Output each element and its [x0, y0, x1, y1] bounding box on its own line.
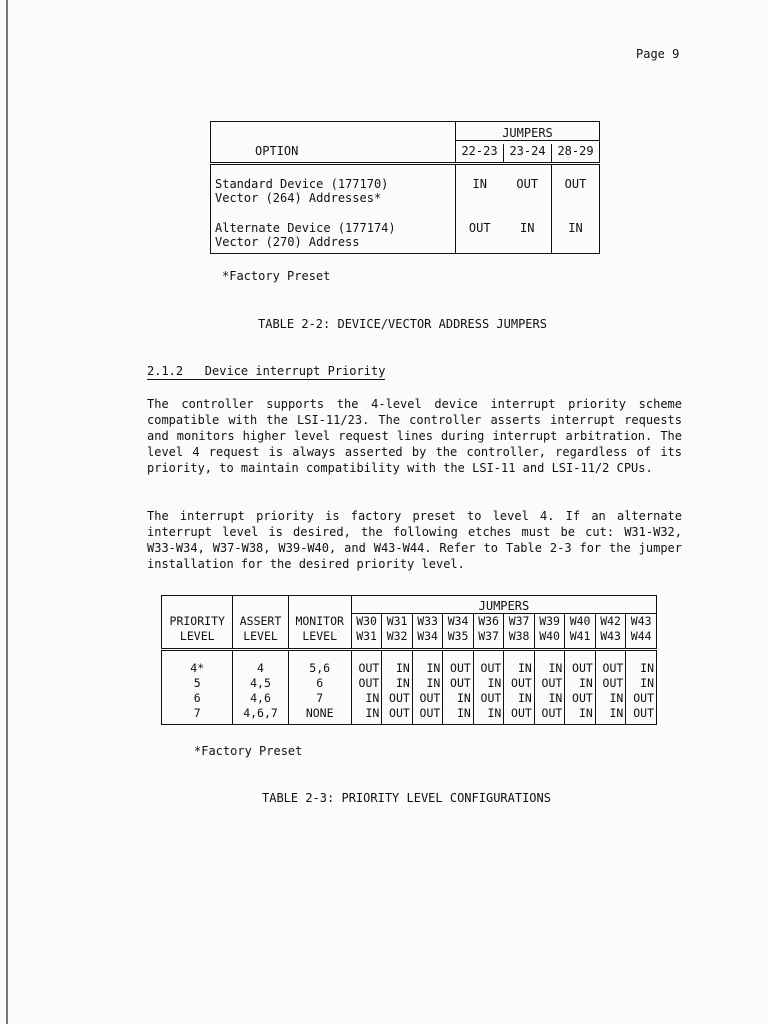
column-header: W43 [630, 614, 652, 628]
column-header: PRIORITY [162, 614, 233, 629]
column-header: LEVEL [233, 629, 288, 644]
jumper-cell: OUT [473, 691, 504, 706]
jumper-cell: OUT [443, 650, 474, 677]
jumper-cell: IN [412, 676, 443, 691]
column-header: W36 [473, 614, 504, 629]
jumper-cell: OUT [504, 706, 535, 725]
jumper-cell: OUT [504, 676, 535, 691]
column-header: W35 [443, 629, 474, 644]
table-caption: TABLE 2-3: PRIORITY LEVEL CONFIGURATIONS [262, 791, 551, 805]
priority-level-table [161, 595, 657, 725]
jumper-cell: IN [595, 706, 626, 725]
level-cell: NONE [288, 706, 351, 725]
jumper-value: OUT [468, 221, 491, 235]
column-header: W34 [443, 614, 474, 629]
jumper-cell: OUT [382, 706, 413, 725]
jumpers-header: JUMPERS [352, 599, 656, 614]
column-header: W31 [382, 614, 413, 629]
jumper-cell: OUT [595, 676, 626, 691]
column-header: W40 [534, 629, 565, 644]
level-cell: 5 [162, 676, 233, 691]
column-header: MONITOR [288, 614, 351, 629]
header-row [162, 629, 657, 644]
header-row [162, 614, 657, 629]
level-cell: 6 [288, 676, 351, 691]
jumper-value: OUT [504, 164, 552, 210]
option-line: Standard Device (177170) [215, 177, 389, 191]
level-cell: 4* [162, 650, 233, 677]
level-cell: 6 [162, 691, 233, 706]
jumper-cell: IN [382, 676, 413, 691]
column-header: LEVEL [288, 629, 351, 644]
page-number: Page 9 [636, 47, 680, 61]
device-vector-address-table [210, 121, 600, 254]
jumper-cell: IN [473, 676, 504, 691]
jumper-cell: OUT [534, 676, 565, 691]
column-header: W31 [351, 629, 382, 644]
jumper-cell: IN [504, 650, 535, 677]
level-cell: 7 [288, 691, 351, 706]
column-header: W30 [351, 614, 382, 629]
column-header: W37 [504, 614, 535, 629]
column-header: W44 [630, 629, 652, 643]
factory-preset-footnote: *Factory Preset [222, 269, 331, 283]
column-header: W39 [534, 614, 565, 629]
jumper-cell: IN [504, 691, 535, 706]
jumpers-header: JUMPERS [456, 126, 599, 141]
jumper-col-header: 28-29 [552, 144, 600, 164]
table-row [162, 691, 657, 706]
jumper-cell: OUT [382, 691, 413, 706]
jumper-cell: IN [565, 706, 596, 725]
jumper-cell: OUT [595, 650, 626, 677]
level-cell: 4,6,7 [233, 706, 288, 725]
column-header: LEVEL [162, 629, 233, 644]
jumper-cell: IN [640, 676, 654, 690]
jumper-cell: IN [640, 661, 654, 675]
factory-preset-footnote: *Factory Preset [194, 744, 303, 758]
jumper-col-header: 23-24 [504, 144, 552, 164]
section-heading: 2.1.2 Device interrupt Priority [147, 364, 386, 378]
paragraph: The controller supports the 4-level device interrupt priority scheme compatible with the LSI-11/23. The controller asserts interrupt requests and monitors higher level request lines during interrupt arbitration. The level 4 request is always asserted by the controller, regardless of its priority, to maintain compatibility with the LSI-11 and LSI-11/2 CPUs. [147, 397, 682, 475]
jumper-cell: IN [534, 650, 565, 677]
column-header: W37 [473, 629, 504, 644]
table-row [162, 650, 657, 677]
jumper-cell: OUT [633, 691, 654, 705]
jumper-cell: IN [351, 706, 382, 725]
jumper-cell: IN [534, 691, 565, 706]
jumper-cell: IN [412, 650, 443, 677]
paragraph: The interrupt priority is factory preset to level 4. If an alternate interrupt level is desired, the following etches must be cut: W31-W32, W33-W34, W37-W38, W39-W40, and W43-W44. Refer to Table 2-3 for the jumper installation for the desired priority level. [147, 509, 682, 571]
level-cell: 5,6 [288, 650, 351, 677]
option-line: Vector (264) Addresses* [215, 191, 382, 205]
table-row [211, 209, 600, 254]
column-header: W41 [565, 629, 596, 644]
jumper-cell: IN [443, 706, 474, 725]
jumper-cell: OUT [351, 676, 382, 691]
jumper-cell: OUT [412, 706, 443, 725]
column-header: W34 [412, 629, 443, 644]
column-header: W40 [565, 614, 596, 629]
column-header: W32 [382, 629, 413, 644]
table-row [162, 676, 657, 691]
level-cell: 4,5 [233, 676, 288, 691]
binding-edge-line [6, 0, 8, 1024]
jumper-cell: IN [473, 706, 504, 725]
level-cell: 4 [233, 650, 288, 677]
jumper-cell: IN [351, 691, 382, 706]
jumper-col-header: 22-23 [456, 144, 504, 164]
jumper-value: IN [504, 209, 552, 254]
jumper-cell: OUT [351, 650, 382, 677]
jumper-cell: OUT [443, 676, 474, 691]
jumper-value: IN [568, 221, 583, 235]
jumper-cell: OUT [412, 691, 443, 706]
jumper-cell: IN [595, 691, 626, 706]
level-cell: 7 [162, 706, 233, 725]
jumper-cell: IN [443, 691, 474, 706]
jumper-cell: IN [382, 650, 413, 677]
column-header: W42 [595, 614, 626, 629]
jumper-cell: OUT [565, 691, 596, 706]
jumper-value: OUT [564, 177, 587, 191]
column-header: ASSERT [233, 614, 288, 629]
jumper-value: IN [472, 177, 487, 191]
jumper-cell: OUT [534, 706, 565, 725]
option-line: Vector (270) Address [215, 235, 360, 249]
jumper-cell: IN [565, 676, 596, 691]
level-cell: 4,6 [233, 691, 288, 706]
jumper-cell: OUT [633, 706, 654, 720]
option-line: Alternate Device (177174) [215, 221, 396, 235]
table-caption: TABLE 2-2: DEVICE/VECTOR ADDRESS JUMPERS [258, 317, 547, 331]
jumper-cell: OUT [565, 650, 596, 677]
table-row [162, 706, 657, 725]
jumper-cell: OUT [473, 650, 504, 677]
option-header: OPTION [211, 144, 456, 164]
table-row [211, 164, 600, 210]
column-header: W38 [504, 629, 535, 644]
column-header: W33 [412, 614, 443, 629]
column-header: W43 [595, 629, 626, 644]
